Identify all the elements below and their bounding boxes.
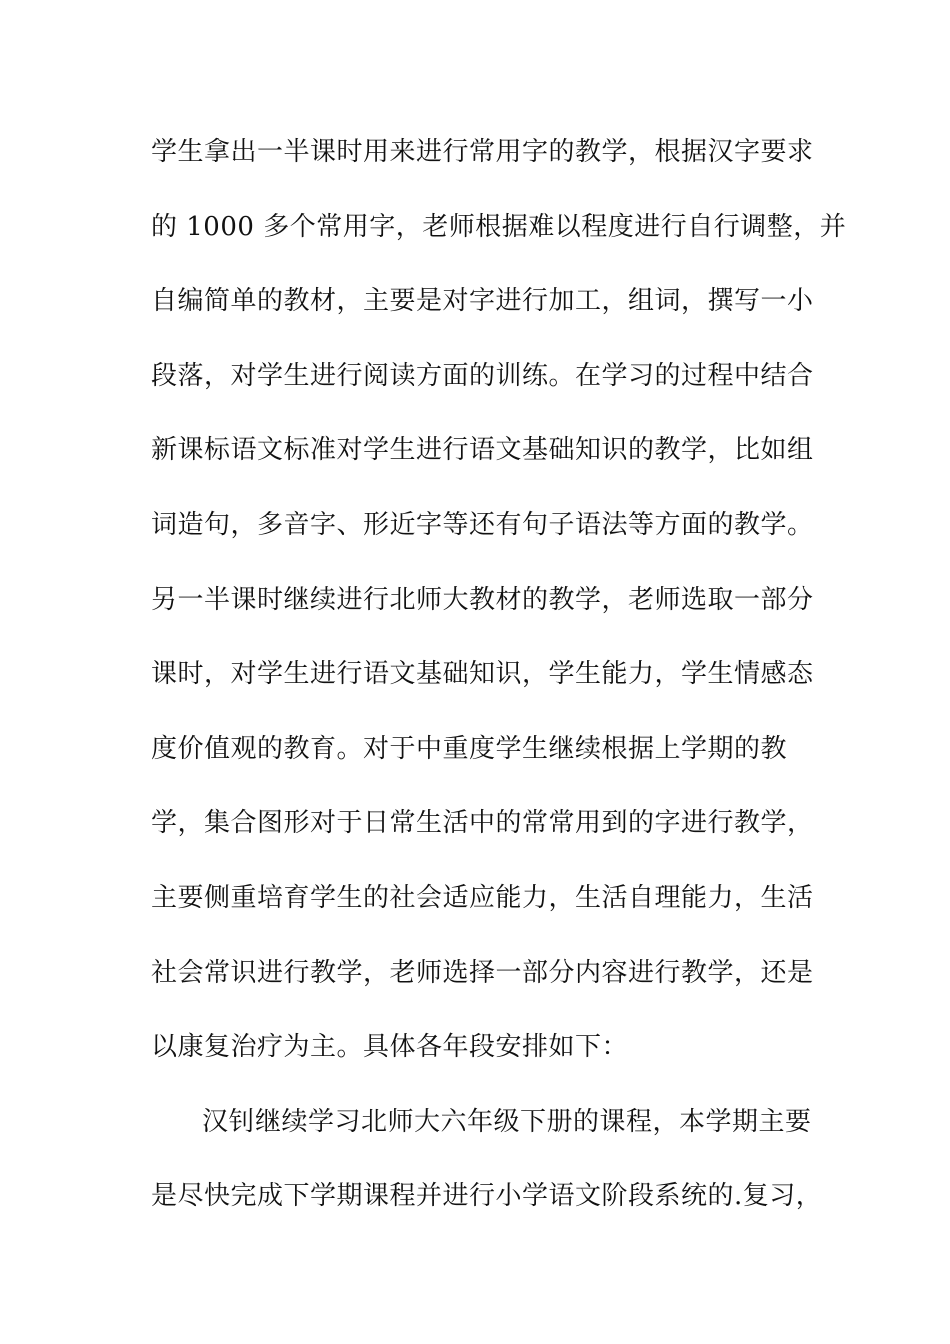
text-line: 新课标语文标准对学生进行语文基础知识的教学，比如组 xyxy=(151,435,814,465)
text-line: 以康复治疗为主。具体各年段安排如下： xyxy=(151,1032,629,1062)
text-line: 段落，对学生进行阅读方面的训练。在学习的过程中结合 xyxy=(151,361,814,391)
text-line: 主要侧重培育学生的社会适应能力，生活自理能力，生活 xyxy=(151,883,814,913)
text-line: 课时，对学生进行语文基础知识，学生能力，学生情感态 xyxy=(151,659,814,689)
text-line: 词造句，多音字、形近字等还有句子语法等方面的教学。 xyxy=(151,510,814,540)
paragraph-first-line: 汉钊继续学习北师大六年级下册的课程，本学期主要 xyxy=(202,1107,812,1137)
text-line: 另一半课时继续进行北师大教材的教学，老师选取一部分 xyxy=(151,585,814,615)
text-line: 是尽快完成下学期课程并进行小学语文阶段系统的.复习， xyxy=(151,1181,823,1211)
text-line: 社会常识进行教学，老师选择一部分内容进行教学，还是 xyxy=(151,958,814,988)
text-line: 的 1000 多个常用字，老师根据难以程度进行自行调整，并 xyxy=(151,212,847,242)
text-line: 度价值观的教育。对于中重度学生继续根据上学期的教 xyxy=(151,734,788,764)
text-line: 学，集合图形对于日常生活中的常常用到的字进行教学， xyxy=(151,808,814,838)
text-line: 自编简单的教材，主要是对字进行加工，组词，撰写一小 xyxy=(151,286,814,316)
text-line: 学生拿出一半课时用来进行常用字的教学，根据汉字要求 xyxy=(151,137,814,167)
